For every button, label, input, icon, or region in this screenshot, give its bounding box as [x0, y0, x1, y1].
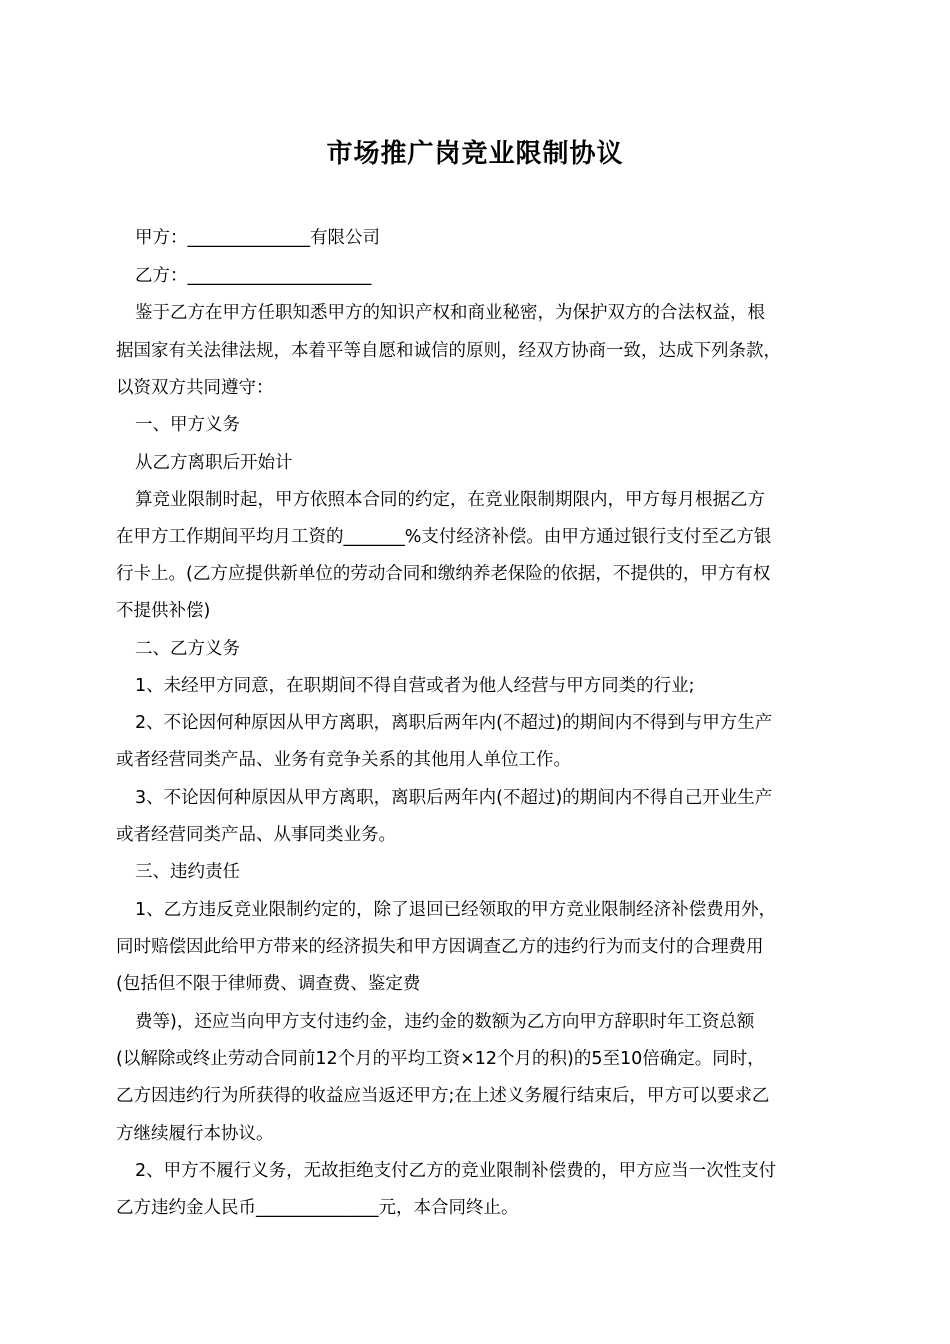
section2-item-3-line-2: 或者经营同类产品、从事同类业务。 — [116, 825, 396, 845]
preamble-line-2: 据国家有关法律法规，本着平等自愿和诚信的原则，经双方协商一致，达成下列条款， — [116, 341, 781, 361]
section3-item-1-cont-line-2: (以解除或终止劳动合同前12个月的平均工资×12个月的积)的5至10倍确定。同时， — [116, 1049, 765, 1069]
section2-item-2-line-2: 或者经营同类产品、业务有竞争关系的其他用人单位工作。 — [116, 750, 571, 770]
section1-para-line-4: 不提供补偿) — [116, 601, 211, 621]
section3-heading: 三、违约责任 — [135, 862, 240, 882]
section3-item-2-line-2: 乙方违约金人民币______________元，本合同终止。 — [116, 1198, 519, 1218]
preamble-line-3: 以资双方共同遵守： — [116, 378, 274, 398]
section3-item-1-cont-line-3: 乙方因违约行为所获得的收益应当返还甲方;在上述义务履行结束后，甲方可以要求乙 — [116, 1086, 770, 1106]
section1-para-line-1: 算竞业限制时起，甲方依照本合同的约定，在竞业限制期限内，甲方每月根据乙方 — [135, 490, 765, 510]
section1-heading: 一、甲方义务 — [135, 415, 240, 435]
party-b-line: 乙方：_____________________ — [135, 266, 372, 286]
section3-item-1-cont-line-4: 方继续履行本协议。 — [116, 1124, 274, 1144]
section2-item-3-line-1: 3、不论因何种原因从甲方离职，离职后两年内(不超过)的期间内不得自己开业生产 — [135, 788, 773, 808]
section3-item-1-cont-line-1: 费等)，还应当向甲方支付违约金，违约金的数额为乙方向甲方辞职时年工资总额 — [135, 1012, 755, 1032]
section2-item-1: 1、未经甲方同意，在职期间不得自营或者为他人经营与甲方同类的行业; — [135, 676, 695, 696]
section3-item-1-line-3: (包括但不限于律师费、调查费、鉴定费 — [116, 974, 421, 994]
section2-item-2-line-1: 2、不论因何种原因从甲方离职，离职后两年内(不超过)的期间内不得到与甲方生产 — [135, 713, 773, 733]
section3-item-1-line-2: 同时赔偿因此给甲方带来的经济损失和甲方因调查乙方的违约行为而支付的合理费用 — [116, 937, 764, 957]
section3-item-1-line-1: 1、乙方违反竞业限制约定的，除了退回已经领取的甲方竞业限制经济补偿费用外， — [135, 900, 777, 920]
section2-heading: 二、乙方义务 — [135, 639, 240, 659]
section3-item-2-line-1: 2、甲方不履行义务，无故拒绝支付乙方的竞业限制补偿费的，甲方应当一次性支付 — [135, 1161, 777, 1181]
section1-line-1: 从乙方离职后开始计 — [135, 453, 293, 473]
section1-para-line-2: 在甲方工作期间平均月工资的_______%支付经济补偿。由甲方通过银行支付至乙方银 — [116, 527, 772, 547]
section1-para-line-3: 行卡上。(乙方应提供新单位的劳动合同和缴纳养老保险的依据，不提供的，甲方有权 — [116, 564, 771, 584]
party-a-line: 甲方：______________有限公司 — [135, 228, 380, 248]
preamble-line-1: 鉴于乙方在甲方任职知悉甲方的知识产权和商业秘密，为保护双方的合法权益，根 — [135, 303, 765, 323]
document-title: 市场推广岗竞业限制协议 — [326, 139, 624, 169]
